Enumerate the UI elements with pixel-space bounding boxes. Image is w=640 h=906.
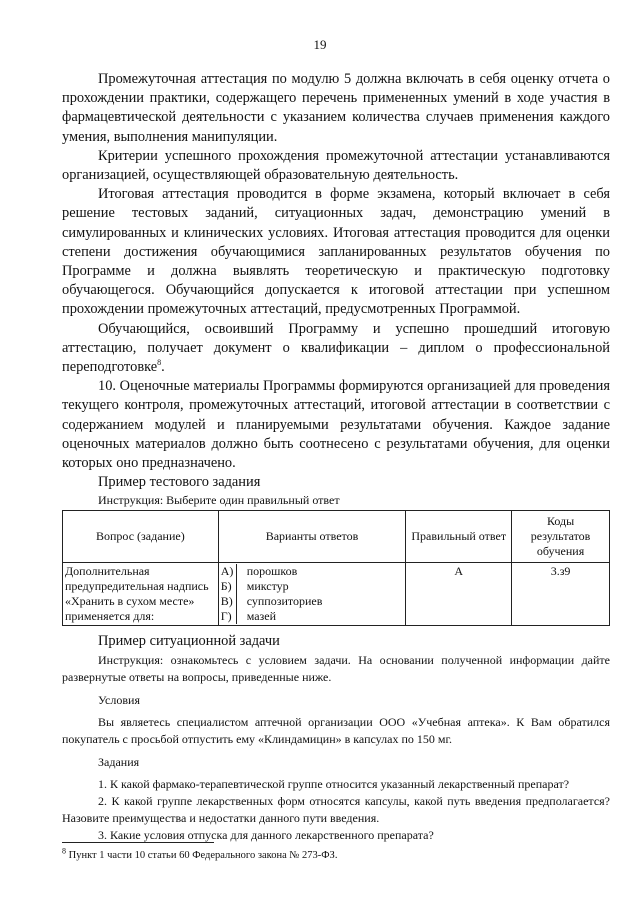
task-item: 1. К какой фармако-терапевтической группе относится указанный лекарственный препарат?: [98, 776, 570, 791]
paragraph-criteria: Критерии успешного прохождения промежуточной аттестации устанавливаются организацией, осуществляющей образовательную деятельность.: [62, 147, 610, 184]
document-body: [62, 70, 610, 844]
option-letter: А): [221, 564, 237, 579]
paragraph-diploma-text: Обучающийся, освоивший Программу и успешно прошедший итоговую аттестацию, получает документ о квалификации – диплом о профессиональной переподготовке: [62, 320, 610, 376]
paragraph-final-attestation: Итоговая аттестация проводится в форме экзамена, который включает в себя решение тестовых заданий, ситуационных задач, демонстрацию умений в симулированных и клинических условиях. Итоговая аттестация проводится для оценки степени достижения обучающимися запланированных результатов обучения по Программе и должна выявлять теоретическую и практическую подготовку обучающегося. Обучающийся допускается к итоговой аттестации при успешном прохождении промежуточных аттестаций, предусмотренных Программой.: [62, 186, 610, 318]
task-item: 2. К какой группе лекарственных форм относятся капсулы, какой путь введения предполагается? Назовите преимущества и недостатки данного пути введения.: [62, 793, 610, 825]
test-table: [62, 510, 610, 626]
conditions-label: Условия: [98, 692, 140, 707]
option-letter: Б): [221, 579, 237, 594]
question-cell: Дополнительная предупредительная надпись «Хранить в сухом месте» применяется для:: [63, 563, 219, 626]
table-row: [63, 563, 610, 626]
task-item: 3. Какие условия отпуска для данного лекарственного препарата?: [98, 827, 434, 842]
paragraph-diploma: [62, 320, 610, 378]
conditions-text: Вы являетесь специалистом аптечной организации ООО «Учебная аптека». К Вам обратился покупатель с просьбой отпустить ему «Клиндамицин» в капсулах по 150 мг.: [62, 714, 610, 746]
option-text: микстур: [246, 579, 289, 594]
footnote-text: Пункт 1 части 10 статьи 60 Федерального закона № 273-ФЗ.: [66, 850, 338, 861]
result-code-cell: 3.з9: [512, 563, 610, 626]
footnote-mark: 8: [62, 846, 66, 856]
footnote: [62, 846, 338, 861]
column-header-codes: Коды результатов обучения: [512, 511, 610, 563]
option-text: мазей: [246, 609, 277, 624]
table-header-row: [63, 511, 610, 563]
tasks-label: Задания: [98, 754, 140, 769]
paragraph-evaluation-materials: 10. Оценочные материалы Программы формируются организацией для проведения текущего контроля, промежуточных аттестаций, итоговой аттестации в соответствии с содержанием модулей и планируемыми результатами обучения. Каждое задание оценочных материалов должно быть соотнесено с результатами обучения, для оценки которых оно предназначено.: [62, 378, 610, 472]
footnote-ref[interactable]: 8: [157, 358, 162, 368]
options-cell: [218, 563, 406, 626]
column-header-options: Варианты ответов: [218, 511, 406, 563]
paragraph-intermediate-attestation: Промежуточная аттестация по модулю 5 должна включать в себя оценку отчета о прохождении практики, содержащего перечень примененных умений в ходе участия в фармацевтической деятельности с указанием количества случаев применения каждого умения, выполнения манипуляции.: [62, 71, 610, 145]
column-header-correct: Правильный ответ: [406, 511, 512, 563]
correct-answer-cell: А: [406, 563, 512, 626]
option-text: порошков: [246, 564, 298, 579]
page-number: 19: [313, 37, 327, 52]
option-text: суппозиториев: [246, 594, 323, 609]
footnote-divider: [62, 842, 214, 843]
situational-instruction: Инструкция: ознакомьтесь с условием задачи. На основании полученной информации дайте развернутые ответы на вопросы, приведенные ниже.: [62, 652, 610, 684]
column-header-question: Вопрос (задание): [63, 511, 219, 563]
test-instruction: Инструкция: Выберите один правильный ответ: [98, 493, 340, 508]
paragraph-diploma-end: .: [161, 359, 165, 376]
situational-example-heading: Пример ситуационной задачи: [98, 633, 280, 650]
option-letter: Г): [221, 609, 237, 624]
option-letter: В): [221, 594, 237, 609]
test-example-heading: Пример тестового задания: [98, 474, 261, 491]
